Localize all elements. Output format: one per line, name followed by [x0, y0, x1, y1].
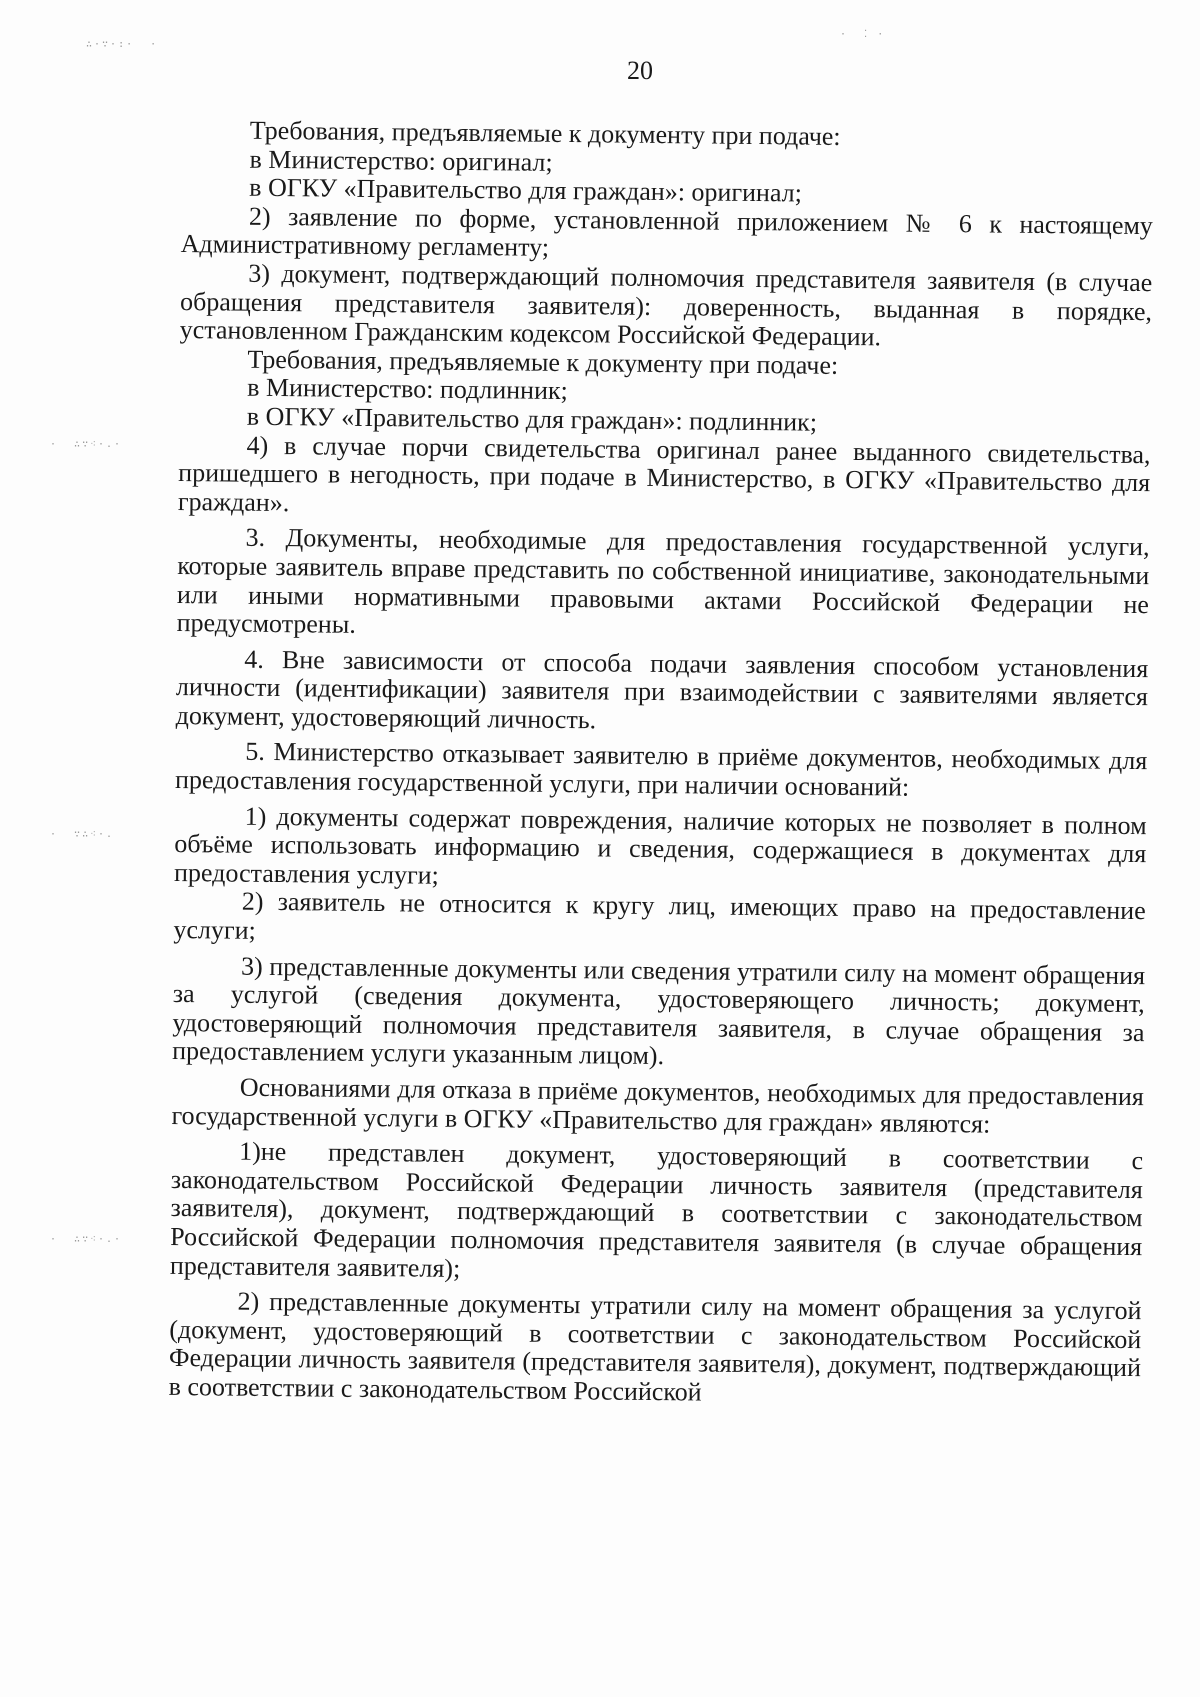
paragraph-item-3-authority: 3) документ, подтверждающий полномочия представителя заявителя (в случае обращения представителя заявителя): доверенность, выданная в порядке, установленном Гражданским кодексом Российской Федерации. — [179, 258, 1153, 352]
paragraph-section-4: 4. Вне зависимости от способа подачи заявления способом установления личности (идентификации) заявителя при взаимодействии с заявителями является документ, удостоверяющий личность. — [175, 644, 1149, 735]
paragraph-req-2-heading: Требования, предъявляемые к документу при подаче: — [247, 344, 839, 380]
paragraph-req-1-ogku: в ОГКУ «Правительство для граждан»: оригинал; — [249, 172, 803, 208]
paragraph-section-3: 3. Документы, необходимые для предоставления государственной услуги, которые заявитель вправе представить по собственной инициативе, законодательными или иными нормативными правовыми актами Российской Федерации не предусмотрены. — [176, 523, 1150, 639]
paragraph-refusal-2: 2) заявитель не относится к кругу лиц, имеющих право на предоставление услуги; — [173, 887, 1146, 945]
scan-speck: · ⁚ · — [840, 29, 886, 40]
paragraph-req-1-heading: Требования, предъявляемые к документу при подаче: — [249, 115, 841, 151]
paragraph-section-5: 5. Министерство отказывает заявителю в приёме документов, необходимых для предоставления государственной услуги, при наличии оснований: — [174, 737, 1148, 802]
paragraph-ogku-2: 2) представленные документы утратили силу на момент обращения за услугой (документ, удостоверяющий в соответствии с законодательством Российской Федерации личность заявителя (представителя заявителя), документ, подтверждающий в соответствии с законодательством Российской — [168, 1286, 1142, 1407]
paragraph-item-2-application: 2) заявление по форме, установленной приложением № 6 к настоящему Административному регламенту; — [180, 201, 1154, 263]
paragraph-refusal-3: 3) представленные документы или сведения утратили силу на момент обращения за услугой (сведения документа, удостоверяющего личность; документ, удостоверяющий полномочия представителя заявителя, в случае обращения за предоставлением услуги указанным лицом). — [172, 951, 1146, 1071]
scan-speck: · ∵∴⁖·. — [50, 829, 115, 840]
paragraph-req-1-ministry: в Министерство: оригинал; — [249, 144, 553, 177]
paragraph-ogku-1: 1)не представлен документ, удостоверяющий в соответствии с законодательством Российской Федерации личность заявителя (представителя заявителя), документ, подтверждающий в соответствии с законодательством Российской Федерации полномочия представителя заявителя (в случае обращения представителя заявителя); — [169, 1136, 1144, 1283]
scan-speck: · ∴∵⁖·.· — [50, 439, 123, 450]
paragraph-item-4-damaged: 4) в случае порчи свидетельства оригинал ранее выданного свидетельства, пришедшего в негодность, при подаче в Министерство, в ОГКУ «Правительство для граждан». — [177, 430, 1151, 517]
paragraph-req-2-ogku: в ОГКУ «Правительство для граждан»: подлинник; — [246, 401, 818, 437]
scan-speck: · ∴∵⁖·.· — [50, 1234, 123, 1245]
document-body — [169, 116, 1154, 1412]
paragraph-req-2-ministry: в Министерство: подлинник; — [247, 373, 568, 406]
scan-speck: ∴·∵·:· · — [86, 39, 159, 50]
paragraph-refusal-1: 1) документы содержат повреждения, наличие которых не позволяет в полном объёме использовать информацию и сведения, содержащиеся в документах для предоставления услуги; — [173, 801, 1147, 890]
paragraph-ogku-grounds: Основаниями для отказа в приёме документов, необходимых для предоставления государственной услуги в ОГКУ «Правительство для граждан» являются: — [171, 1072, 1144, 1139]
page-number: 20 — [627, 56, 653, 85]
